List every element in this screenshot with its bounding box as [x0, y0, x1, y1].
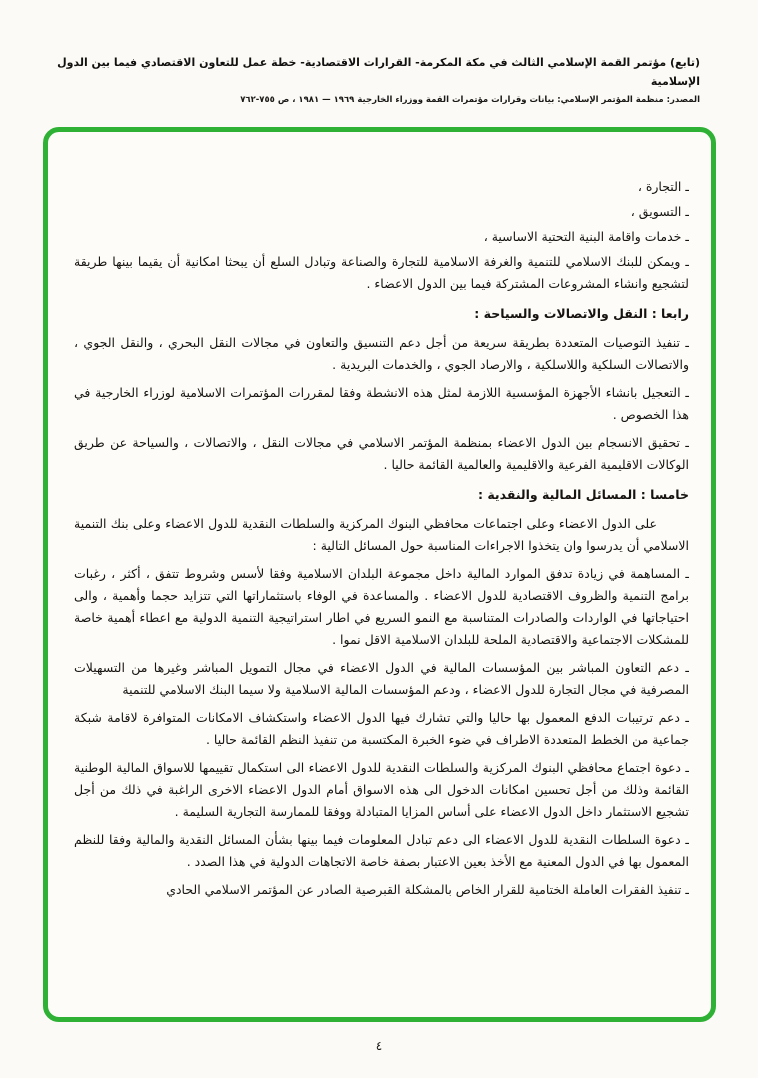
body-paragraph: ـ خدمات واقامة البنية التحتية الاساسية ، — [483, 229, 689, 244]
body-paragraph: ـ التسويق ، — [630, 204, 689, 219]
body-paragraph: ـ تحقيق الانسجام بين الدول الاعضاء بمنظمة المؤتمر الاسلامي في مجالات النقل ، والاتصالات ، والسياحة عن طريق الوكالات الاقليمية الفرعية والاقليمية والعالمية القائمة حاليا . — [74, 435, 689, 472]
document-title: (تابع) مؤتمر القمة الإسلامي الثالث في مكة المكرمة- القرارات الاقتصادية- خطة عمل للتعاون الاقتصادي فيما بين الدول الإسلامية — [57, 56, 700, 88]
body-paragraph: على الدول الاعضاء وعلى اجتماعات محافظي البنوك المركزية والسلطات النقدية للدول الاعضاء وعلى بنك التنمية الاسلامي أن يدرسوا وان يتخذوا الاجراءات المناسبة حول المسائل التالية : — [74, 516, 689, 553]
content-frame — [43, 127, 716, 1022]
document-source-line: المصدر: منظمة المؤتمر الإسلامي: بيانات وقرارات مؤتمرات القمة ووزراء الخارجية ١٩٦٩ — ١٩٨١ ، ص ٧٥٥-٧٦٢ — [240, 95, 700, 106]
body-paragraph: ـ دعم ترتيبات الدفع المعمول بها حاليا والتي تشارك فيها الدول الاعضاء واستكشاف الامكانات المتوافرة لاقامة شبكة جماعية من الخطط المتعددة الاطراف في ضوء الخبرة المكتسبة من تنفيذ النظم القائمة حاليا . — [74, 710, 689, 747]
body-paragraph: ـ التعجيل بانشاء الأجهزة المؤسسية اللازمة لمثل هذه الانشطة وفقا لمقررات المؤتمرات الاسلامية لوزراء الخارجية في هذا الخصوص . — [74, 385, 689, 422]
document-header — [48, 54, 700, 105]
body-paragraph: ـ التجارة ، — [637, 179, 689, 194]
body-paragraph: ـ المساهمة في زيادة تدفق الموارد المالية داخل مجموعة البلدان الاسلامية وفقا لأسس وشروط تتفق ، أكثر ، رغبات برامج التنمية والظروف الاقتصادية للدول الاعضاء . والمساعدة في الوفاء باستثماراتها التي تتزايد حجما وأهمية ، والى احتياجاتها في الواردات والصادرات المتناسبة مع النمو السريع في اطار استراتيجية التنمية الدولية مع اعطاء أهمية خاصة للمشكلات الاجتماعية والاقتصادية الملحة للبلدان الاسلامية الاقل نموا . — [74, 566, 689, 647]
section-heading: خامسا : المسائل المالية والنقدية : — [477, 487, 689, 502]
section-heading: رابعا : النقل والاتصالات والسياحة : — [474, 306, 689, 321]
body-paragraph: ـ دعوة اجتماع محافظي البنوك المركزية والسلطات النقدية للدول الاعضاء الى استكمال تقييمها للاسواق المالية الوطنية القائمة وذلك من أجل تحسين امكانات الدخول الى هذه الاسواق أمام الدول الاعضاء الاخرى الراغبة في ذلك من أجل تشجيع الاستثمار داخل الدول الاعضاء على أساس المزايا المتبادلة ووفقا للممارسة التجارية السليمة . — [74, 760, 689, 819]
page-number: ٤ — [375, 1039, 383, 1053]
body-paragraph: ـ تنفيذ الفقرات العاملة الختامية للقرار الخاص بالمشكلة القبرصية الصادر عن المؤتمر الاسلامي الحادي — [166, 882, 689, 897]
page-footer — [0, 1035, 758, 1054]
body-paragraph: ـ ويمكن للبنك الاسلامي للتنمية والغرفة الاسلامية للتجارة والصناعة وتبادل السلع أن يبحثا امكانية أن يقيما بينها طريقة لتشجيع وانشاء المشروعات المشتركة فيما بين الدول الاعضاء . — [74, 254, 689, 291]
document-body — [74, 176, 689, 1007]
body-paragraph: ـ تنفيذ التوصيات المتعددة بطريقة سريعة من أجل دعم التنسيق والتعاون في مجالات النقل البحري ، والنقل الجوي ، والاتصالات السلكية واللاسلكية ، والارصاد الجوي ، والخدمات البريدية . — [74, 335, 689, 372]
body-paragraph: ـ دعم التعاون المباشر بين المؤسسات المالية في الدول الاعضاء في مجال التمويل المباشر وغيرها من التسهيلات المصرفية في مجال التجارة للدول الاعضاء ، ودعم المؤسسات المالية الاسلامية ولا سيما البنك الاسلامي للتنمية — [74, 660, 689, 697]
body-paragraph: ـ دعوة السلطات النقدية للدول الاعضاء الى دعم تبادل المعلومات فيما بينها بشأن المسائل النقدية والمالية وفقا للنظم المعمول بها في الدول المعنية مع الأخذ بعين الاعتبار بصفة خاصة الاتجاهات الدولية في هذا الصدد . — [74, 832, 689, 869]
